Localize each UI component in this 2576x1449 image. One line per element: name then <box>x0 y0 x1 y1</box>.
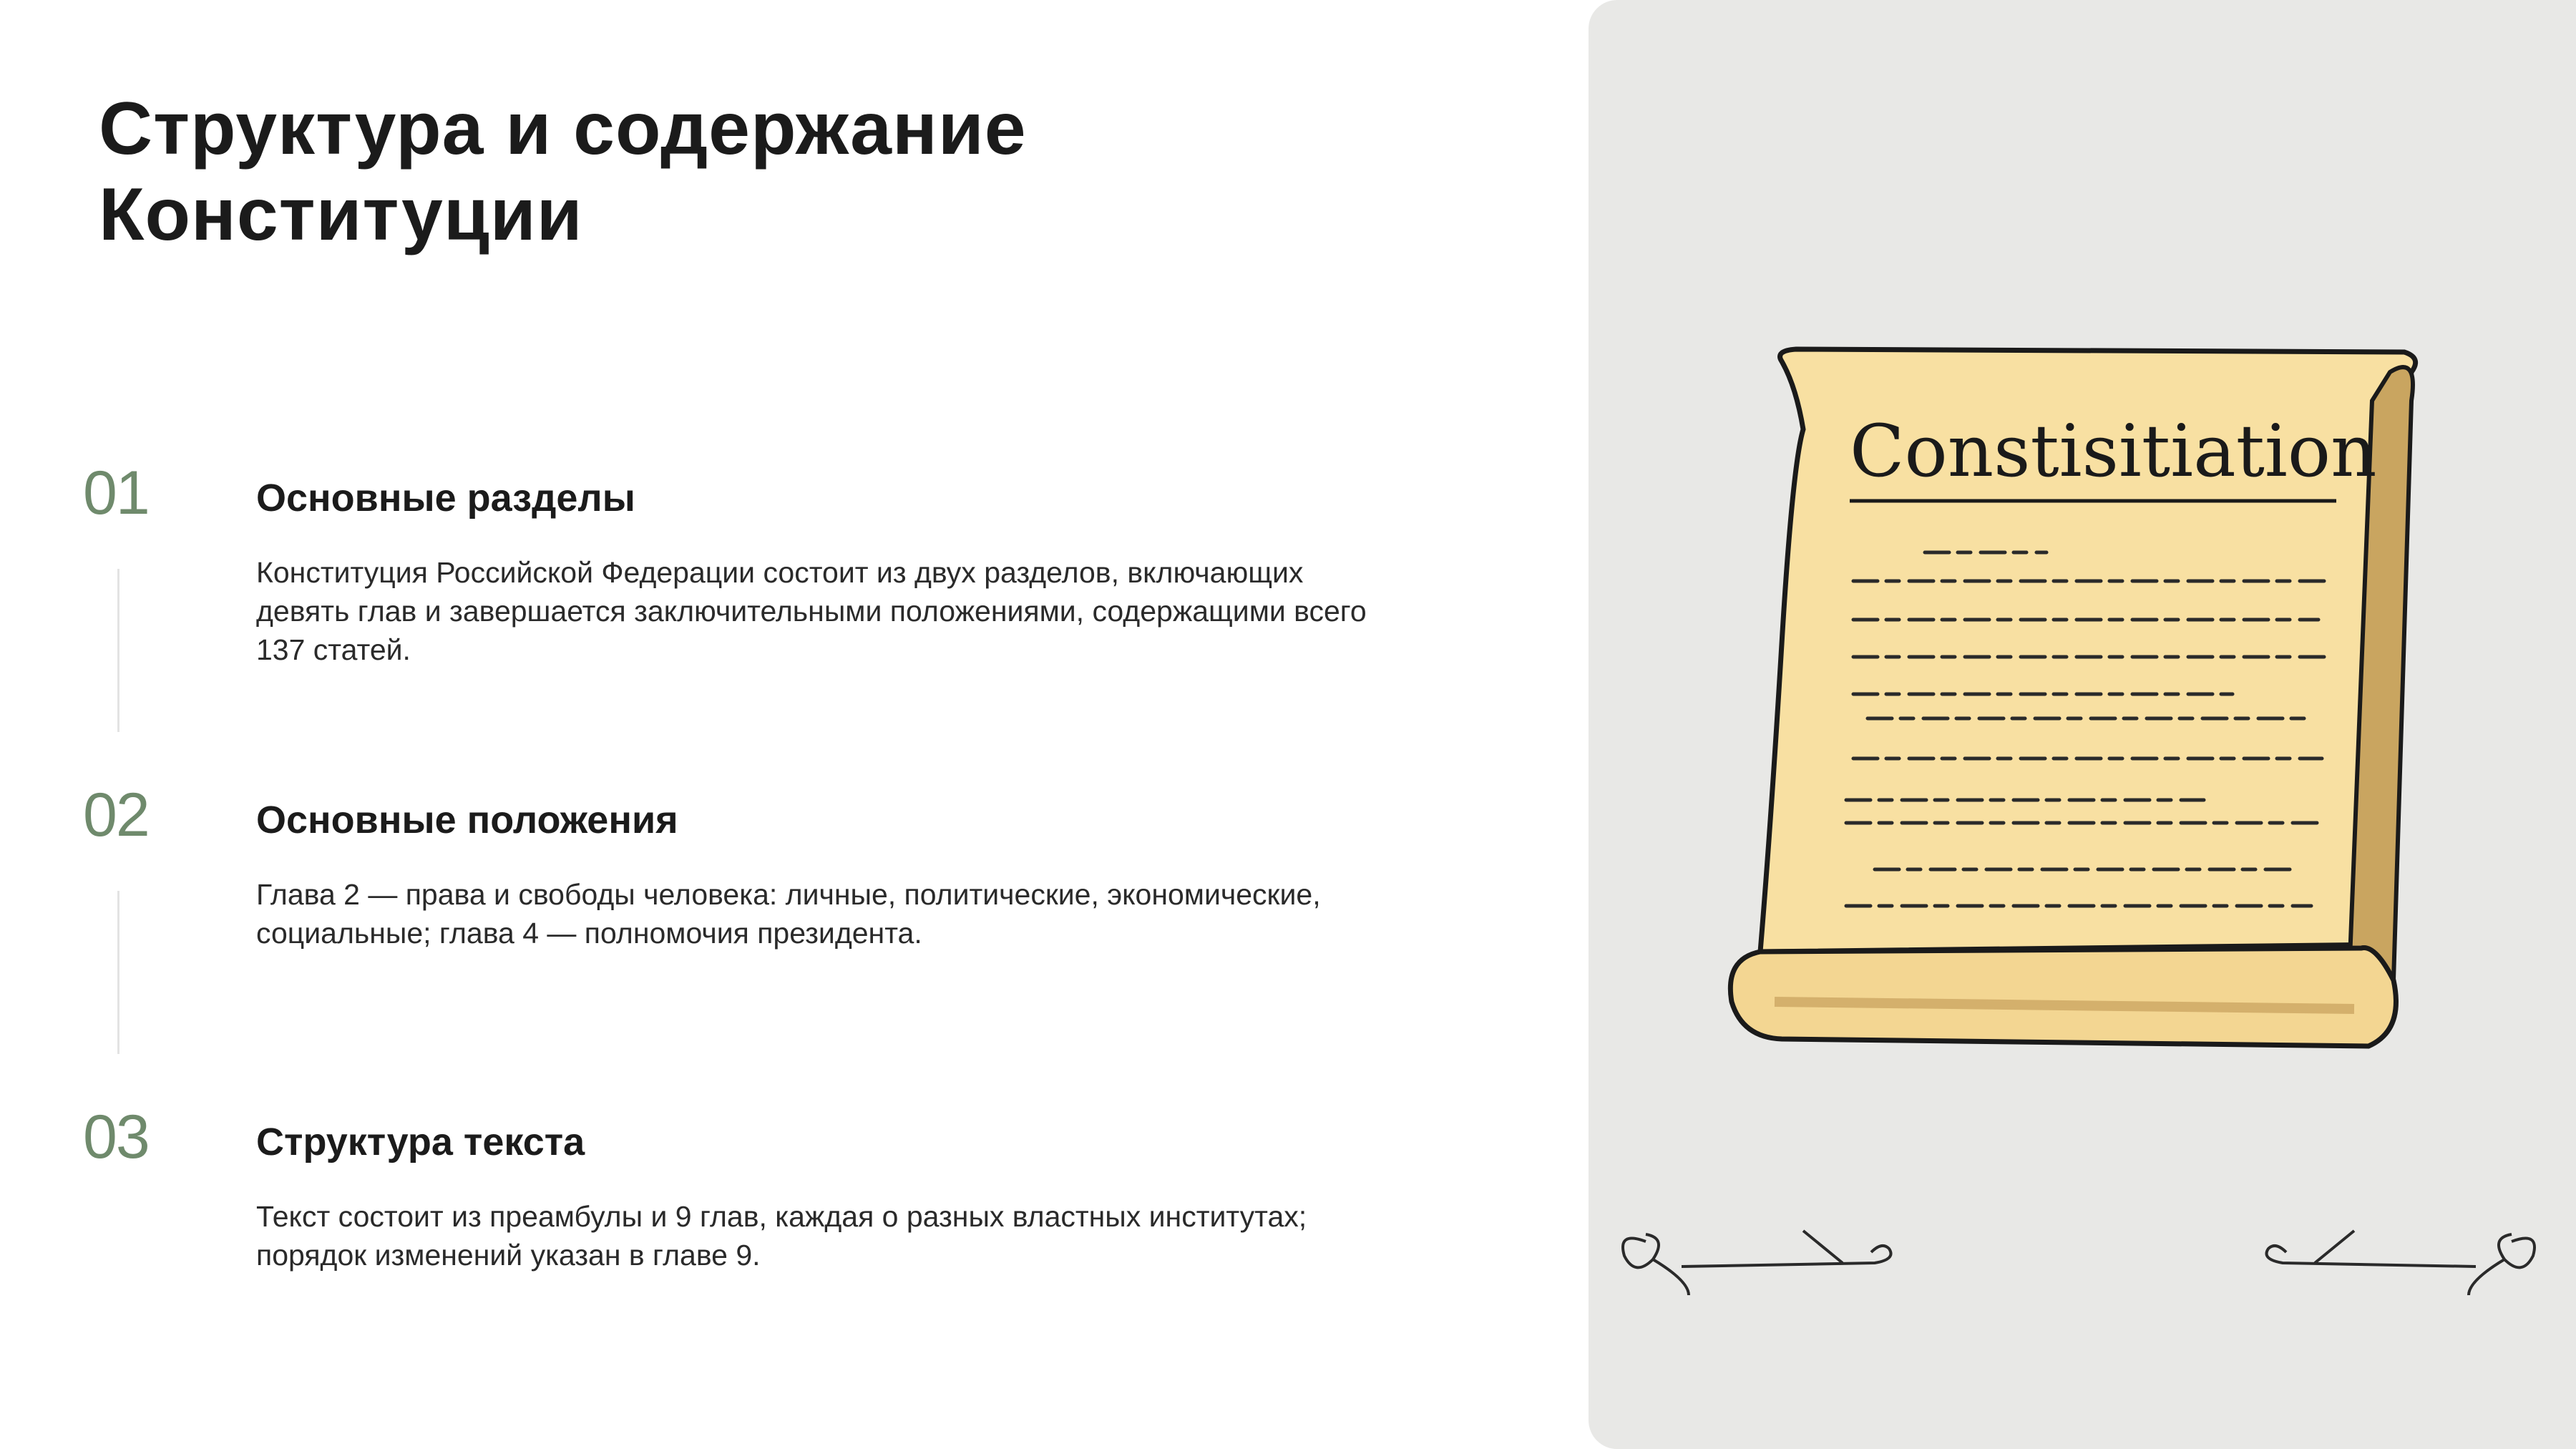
section-text: Конституция Российской Федерации состоит из двух разделов, включающих девять глав и завершается заключительными положениями, содержащими всего 137 статей. <box>256 556 1367 666</box>
section-02 <box>0 780 1503 1080</box>
flourish-left-icon <box>1623 1231 1891 1295</box>
section-03 <box>0 1102 1503 1402</box>
flourish-right-icon <box>2267 1231 2535 1295</box>
scroll-heading: Constisitiation <box>1850 409 2377 493</box>
section-heading: Основные положения <box>256 799 678 841</box>
section-text: Текст состоит из преамбулы и 9 глав, каждая о разных властных институтах; порядок изменений указан в главе 9. <box>256 1200 1307 1272</box>
section-number: 03 <box>83 1103 149 1171</box>
section-heading: Структура текста <box>256 1121 585 1163</box>
section-heading: Основные разделы <box>256 477 635 519</box>
illustration-panel <box>1589 0 2576 1449</box>
section-text: Глава 2 — права и свободы человека: личные, политические, экономические, социальные; глава 4 — полномочия президента. <box>256 878 1321 950</box>
section-01 <box>0 458 1503 758</box>
page-title: Структура и содержание Конституции <box>99 87 1027 256</box>
section-number: 02 <box>83 781 149 849</box>
scroll-illustration <box>1589 0 2576 1449</box>
section-number: 01 <box>83 459 149 527</box>
divider-line <box>117 891 119 1054</box>
divider-line <box>117 569 119 732</box>
